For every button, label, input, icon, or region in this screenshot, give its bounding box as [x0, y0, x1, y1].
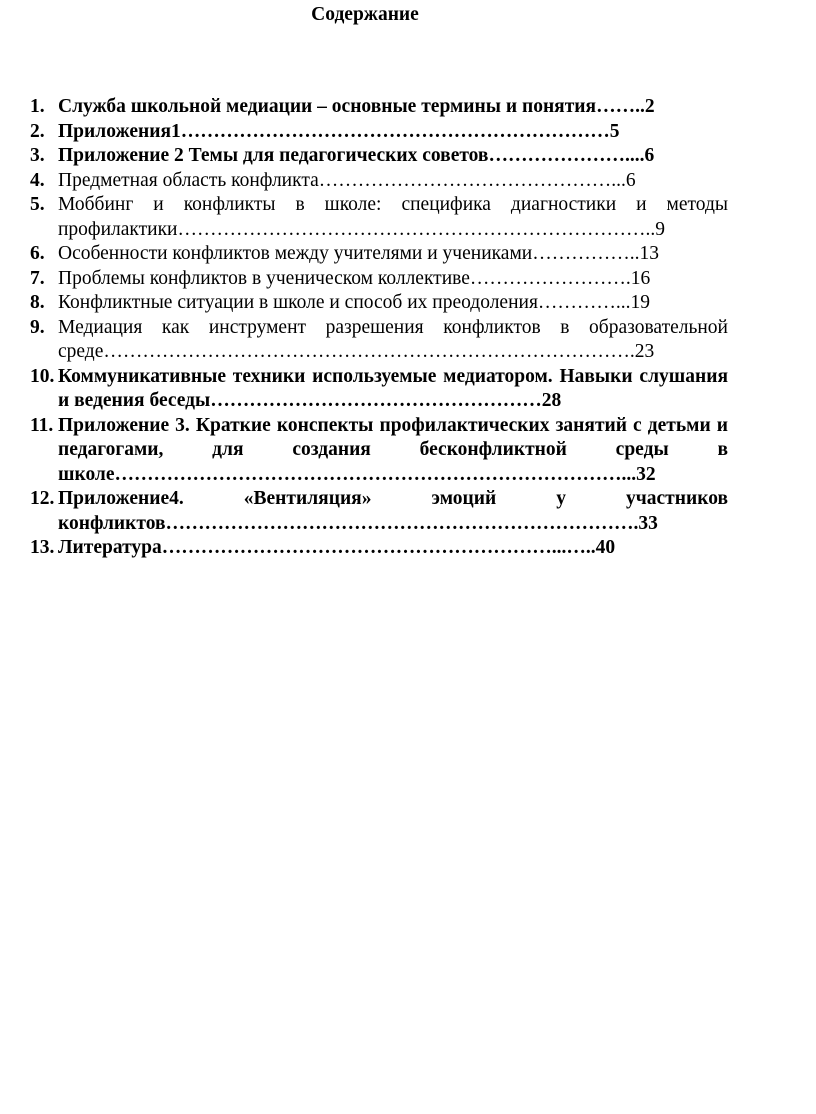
toc-entry-number: 11. [30, 414, 54, 436]
toc-entry-text: Приложение 3. Краткие конспекты профилактических занятий с детьми и педагогами, для создания бесконфликтной среды в школе……………………………………………………………………...32 [58, 414, 728, 485]
toc-entry-text: Служба школьной медиации – основные термины и понятия……..2 [58, 96, 655, 117]
toc-entry-number: 4. [30, 169, 45, 191]
toc-entry-7 [30, 267, 728, 292]
toc-entry-12 [30, 487, 728, 536]
toc-entry-number: 2. [30, 120, 45, 142]
toc-entry-number: 9. [30, 316, 45, 338]
toc-entry-text: Приложения1…………………………………………………………5 [58, 120, 620, 142]
toc-entry-text: Моббинг и конфликты в школе: специфика диагностики и методы профилактики………………………………………………………………..9 [58, 194, 728, 240]
toc-entry-number: 3. [30, 145, 45, 166]
toc-entry-8 [30, 291, 728, 316]
toc-entry-text: Предметная область конфликта………………………………………...6 [58, 169, 636, 191]
toc-entry-number: 5. [30, 194, 45, 215]
toc-entry-10 [30, 365, 728, 414]
toc-entry-4 [30, 169, 728, 194]
toc-entry-text: Литература……………………………………………………...…..40 [58, 537, 616, 558]
toc-entry-text: Приложение4. «Вентиляция» эмоций у участников конфликтов……………………………………………………………….33 [58, 488, 728, 534]
toc-entry-text: Приложение 2 Темы для педагогических советов…………………....6 [58, 145, 655, 166]
toc-entry-13 [30, 536, 728, 561]
toc-entry-number: 8. [30, 292, 45, 313]
toc-entry-number: 12. [30, 488, 55, 509]
toc-entry-text: Коммуникативные техники используемые медиатором. Навыки слушания и ведения беседы……………………………………………28 [58, 365, 728, 411]
toc-entry-number: 1. [30, 96, 45, 117]
toc-entry-number: 13. [30, 537, 55, 558]
toc-entry-3 [30, 144, 728, 169]
toc-entry-text: Проблемы конфликтов в ученическом коллективе…………………….16 [58, 267, 651, 289]
toc-entry-number: 7. [30, 267, 45, 289]
toc-entry-number: 10. [30, 365, 55, 387]
toc-entry-5 [30, 193, 728, 242]
toc-entry-number: 6. [30, 243, 45, 264]
table-of-contents [30, 95, 728, 561]
toc-entry-1 [30, 95, 728, 120]
toc-entry-text: Медиация как инструмент разрешения конфликтов в образовательной среде……………………………………………………………………….23 [58, 316, 728, 362]
toc-entry-text: Особенности конфликтов между учителями и учениками……………..13 [58, 243, 659, 264]
toc-entry-text: Конфликтные ситуации в школе и способ их преодоления…………...19 [58, 292, 651, 313]
page-title: Содержание [311, 4, 419, 25]
toc-entry-6 [30, 242, 728, 267]
toc-entry-2 [30, 120, 728, 145]
toc-entry-9 [30, 316, 728, 365]
toc-entry-11 [30, 414, 728, 488]
